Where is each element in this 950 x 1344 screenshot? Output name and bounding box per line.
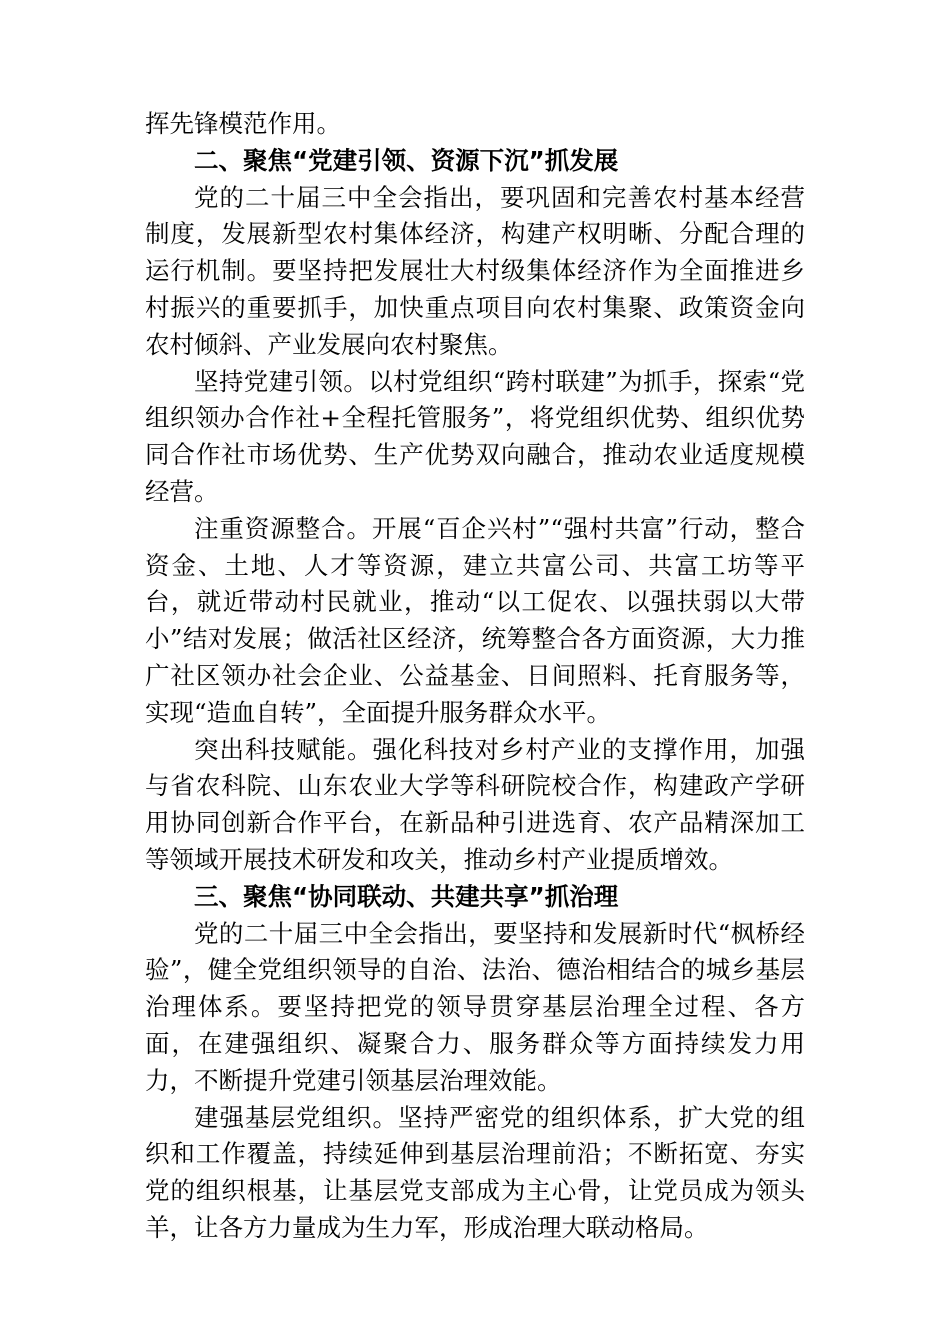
paragraph-continuation: 挥先锋模范作用。 <box>145 109 341 138</box>
paragraph: 坚持党建引领。以村党组织“跨村联建”为抓手，探索“党组织领办合作社+全程托管服务”，将党组织优势、组织优势同合作社市场优势、生产优势双向融合，推动农业适度规模经营。 <box>145 366 805 506</box>
document-page <box>145 106 805 1247</box>
paragraph: 注重资源整合。开展“百企兴村”“强村共富”行动，整合资金、土地、人才等资源，建立共富公司、共富工坊等平台，就近带动村民就业，推动“以工促农、以强扶弱以大带小”结对发展；做活社区经济，统筹整合各方面资源，大力推广社区领办社会企业、公益基金、日间照料、托育服务等，实现“造血自转”，全面提升服务群众水平。 <box>145 513 805 727</box>
section-heading-3: 三、聚焦“协同联动、共建共享”抓治理 <box>194 881 619 911</box>
paragraph: 党的二十届三中全会指出，要坚持和发展新时代“枫桥经验”，健全党组织领导的自治、法治、德治相结合的城乡基层治理体系。要坚持把党的领导贯穿基层治理全过程、各方面，在建强组织、凝聚合力、服务群众等方面持续发力用力，不断提升党建引领基层治理效能。 <box>145 918 805 1095</box>
paragraph: 党的二十届三中全会指出，要巩固和完善农村基本经营制度，发展新型农村集体经济，构建产权明晰、分配合理的运行机制。要坚持把发展壮大村级集体经济作为全面推进乡村振兴的重要抓手，加快重点项目向农村集聚、政策资金向农村倾斜、产业发展向农村聚焦。 <box>145 182 805 359</box>
section-heading-2: 二、聚焦“党建引领、资源下沉”抓发展 <box>194 145 619 175</box>
paragraph: 突出科技赋能。强化科技对乡村产业的支撑作用，加强与省农科院、山东农业大学等科研院校合作，构建政产学研用协同创新合作平台，在新品种引进选育、农产品精深加工等领域开展技术研发和攻关，推动乡村产业提质增效。 <box>145 734 805 874</box>
paragraph: 建强基层党组织。坚持严密党的组织体系，扩大党的组织和工作覆盖，持续延伸到基层治理前沿；不断拓宽、夯实党的组织根基，让基层党支部成为主心骨，让党员成为领头羊，让各方力量成为生力军，形成治理大联动格局。 <box>145 1102 805 1242</box>
